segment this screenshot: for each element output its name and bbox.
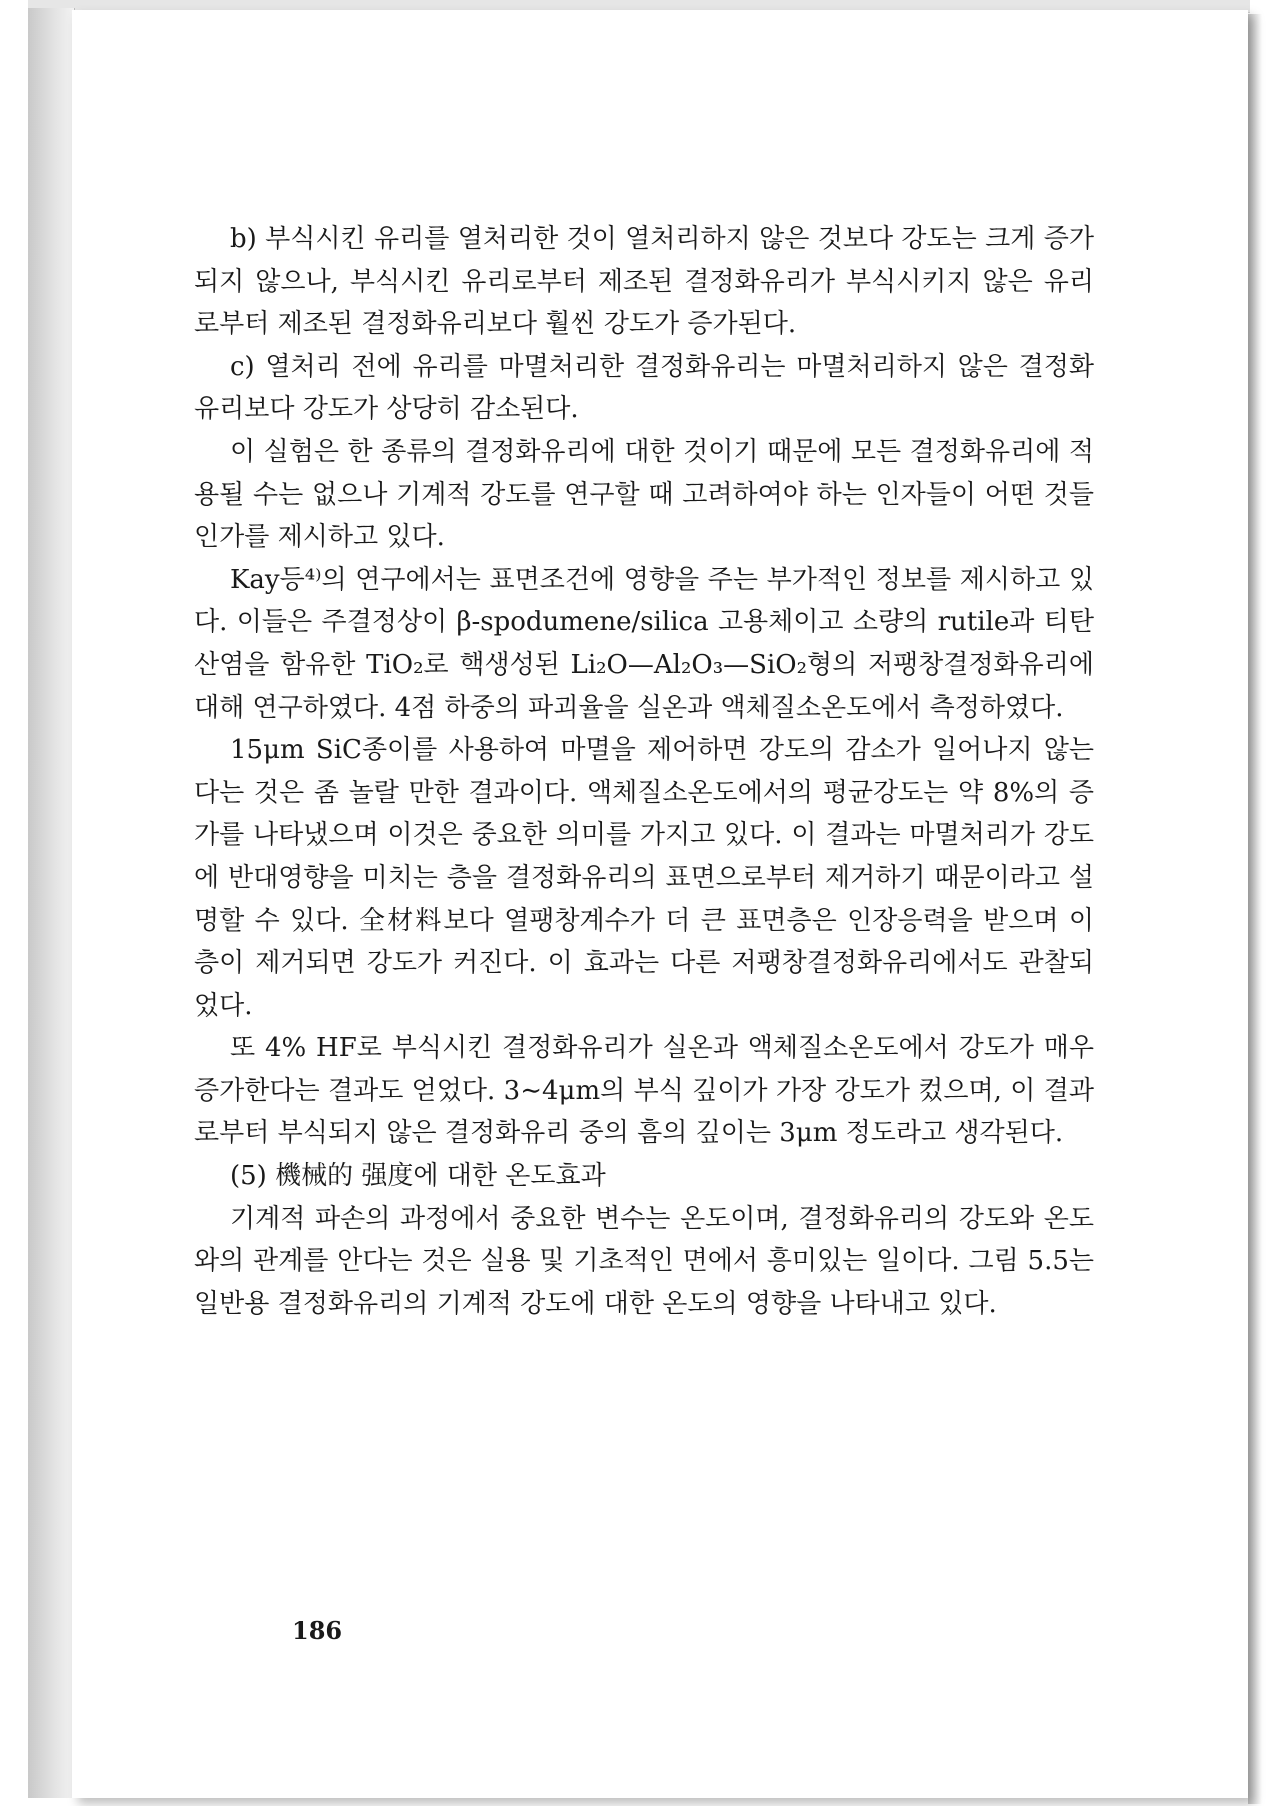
paragraph-sic-abrasion: 15μm SiC종이를 사용하여 마멸을 제어하면 강도의 감소가 일어나지 않는다는 것은 좀 놀랄 만한 결과이다. 액체질소온도에서의 평균강도는 약 8%의 증가를 나타냈으며 이것은 중요한 의미를 가지고 있다. 이 결과는 마멸처리가 강도에 반대영향을 미치는 층을 결정화유리의 표면으로부터 제거하기 때문이라고 설명할 수 있다. 全材料보다 열팽창계수가 더 큰 표면층은 인장응력을 받으며 이 층이 제거되면 강도가 커진다. 이 효과는 다른 저팽창결정화유리에서도 관찰되었다. [194, 735, 1094, 1021]
paragraph-kay-study: Kay등⁴⁾의 연구에서는 표면조건에 영향을 주는 부가적인 정보를 제시하고 있다. 이들은 주결정상이 β-spodumene/silica 고용체이고 소량의 rutile과 티탄산염을 함유한 TiO₂로 핵생성된 Li₂O—Al₂O₃—SiO₂형의 저팽창결정화유리에 대해 연구하였다. 4점 하중의 파괴율을 실온과 액체질소온도에서 측정하였다. [194, 564, 1094, 723]
section-heading: (5) 機械的 强度에 대한 온도효과 [230, 1161, 606, 1192]
book-spine-edge [28, 8, 75, 1798]
page-number: 186 [292, 1616, 343, 1645]
paragraph-b: b) 부식시킨 유리를 열처리한 것이 열처리하지 않은 것보다 강도는 크게 증가되지 않으나, 부식시킨 유리로부터 제조된 결정화유리가 부식시키지 않은 유리로부터 제조된 결정화유리보다 훨씬 강도가 증가된다. [194, 224, 1094, 340]
paragraph-c: c) 열처리 전에 유리를 마멸처리한 결정화유리는 마멸처리하지 않은 결정화유리보다 강도가 상당히 감소된다. [194, 351, 1094, 425]
paragraph-experiment-summary: 이 실험은 한 종류의 결정화유리에 대한 것이기 때문에 모든 결정화유리에 적용될 수는 없으나 기계적 강도를 연구할 때 고려하여야 하는 인자들이 어떤 것들인가를 제시하고 있다. [194, 436, 1094, 553]
page-shadow [1248, 14, 1262, 1804]
paragraph-temperature-effect: 기계적 파손의 과정에서 중요한 변수는 온도이며, 결정화유리의 강도와 온도와의 관계를 안다는 것은 실용 및 기초적인 면에서 흥미있는 일이다. 그림 5.5는 일반용 결정화유리의 기계적 강도에 대한 온도의 영향을 나타내고 있다. [194, 1203, 1094, 1319]
paragraph-hf-etching: 또 4% HF로 부식시킨 결정화유리가 실온과 액체질소온도에서 강도가 매우 증가한다는 결과도 얻었다. 3∼4μm의 부식 깊이가 가장 강도가 컸으며, 이 결과로부터 부식되지 않은 결정화유리 중의 흠의 깊이는 3μm 정도라고 생각된다. [194, 1033, 1094, 1149]
body-text [194, 218, 1094, 1325]
